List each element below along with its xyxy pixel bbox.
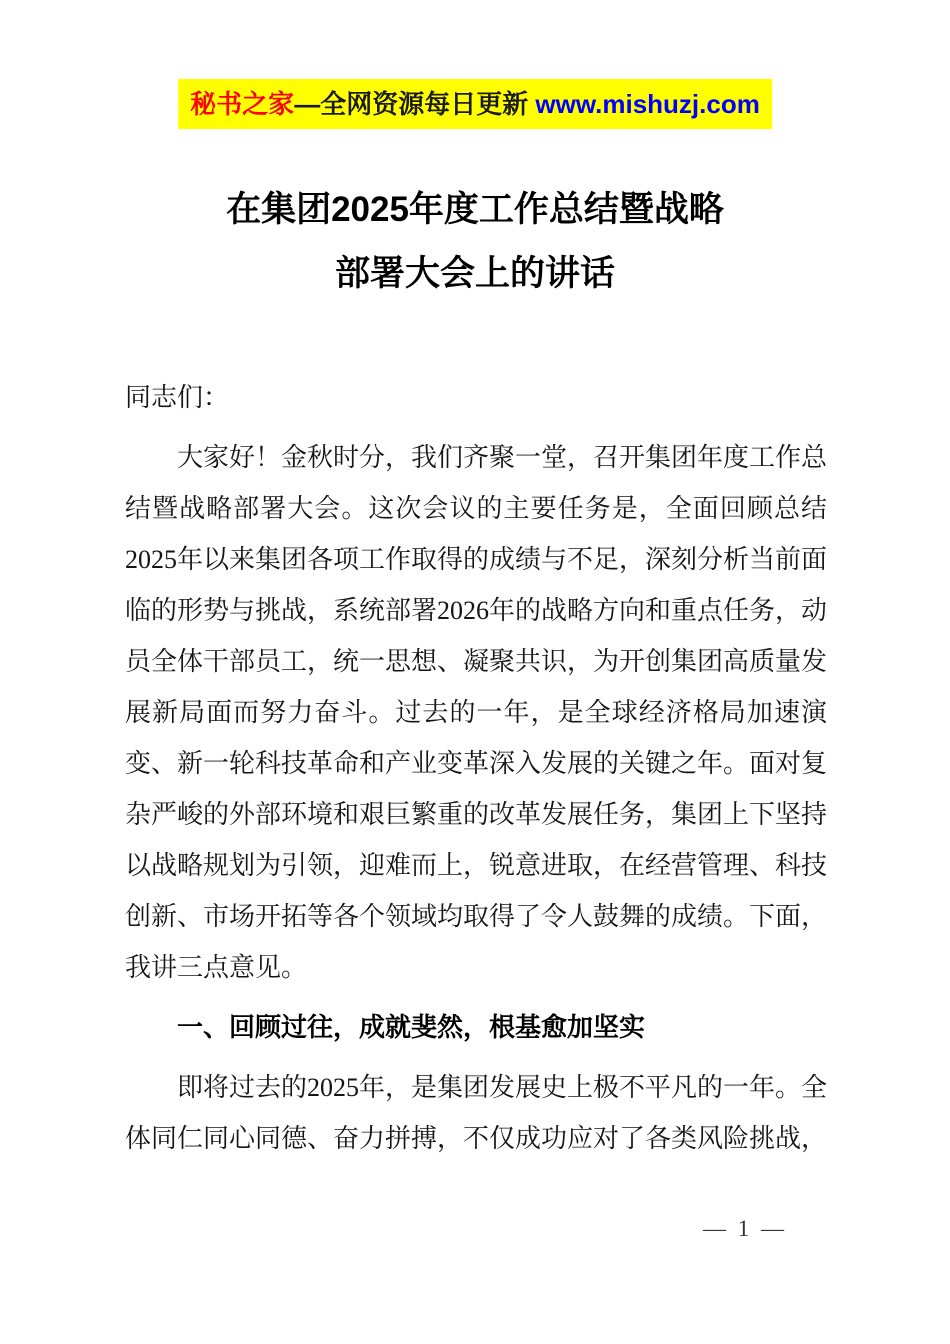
document-title-line-1: 在集团2025年度工作总结暨战略 — [226, 190, 724, 229]
site-name: 秘书之家 — [190, 89, 295, 119]
paragraph-1: 大家好！金秋时分，我们齐聚一堂，召开集团年度工作总结暨战略部署大会。这次会议的主要任务是，全面回顾总结2025年以来集团各项工作取得的成绩与不足，深刻分析当前面临的形势与挑战，系统部署2026年的战略方向和重点任务，动员全体干部员工，统一思想、凝聚共识，为开创集团高质量发展新局面而努力奋斗。过去的一年，是全球经济格局加速演变、新一轮科技革命和产业变革深入发展的关键之年。面对复杂严峻的外部环境和艰巨繁重的改革发展任务，集团上下坚持以战略规划为引领，迎难而上，锐意进取，在经营管理、科技创新、市场开拓等各个领域均取得了令人鼓舞的成绩。下面，我讲三点意见。 — [125, 443, 828, 982]
page-number: — 1 — — [703, 1216, 787, 1241]
site-banner — [178, 79, 772, 129]
document-title-line-2: 部署大会上的讲话 — [334, 254, 615, 293]
document-title — [0, 178, 950, 306]
paragraph-2: 即将过去的2025年，是集团发展史上极不平凡的一年。全体同仁同心同德、奋力拼搏，不仅成功应对了各类风险挑战， — [125, 1073, 828, 1153]
document-body — [125, 372, 827, 1173]
site-url-link[interactable]: www.mishuzj.com — [535, 89, 760, 119]
site-tagline: —全网资源每日更新 — [294, 89, 536, 119]
section-heading-1: 一、回顾过往，成就斐然，根基愈加坚实 — [177, 1012, 646, 1042]
salutation: 同志们： — [125, 383, 230, 412]
